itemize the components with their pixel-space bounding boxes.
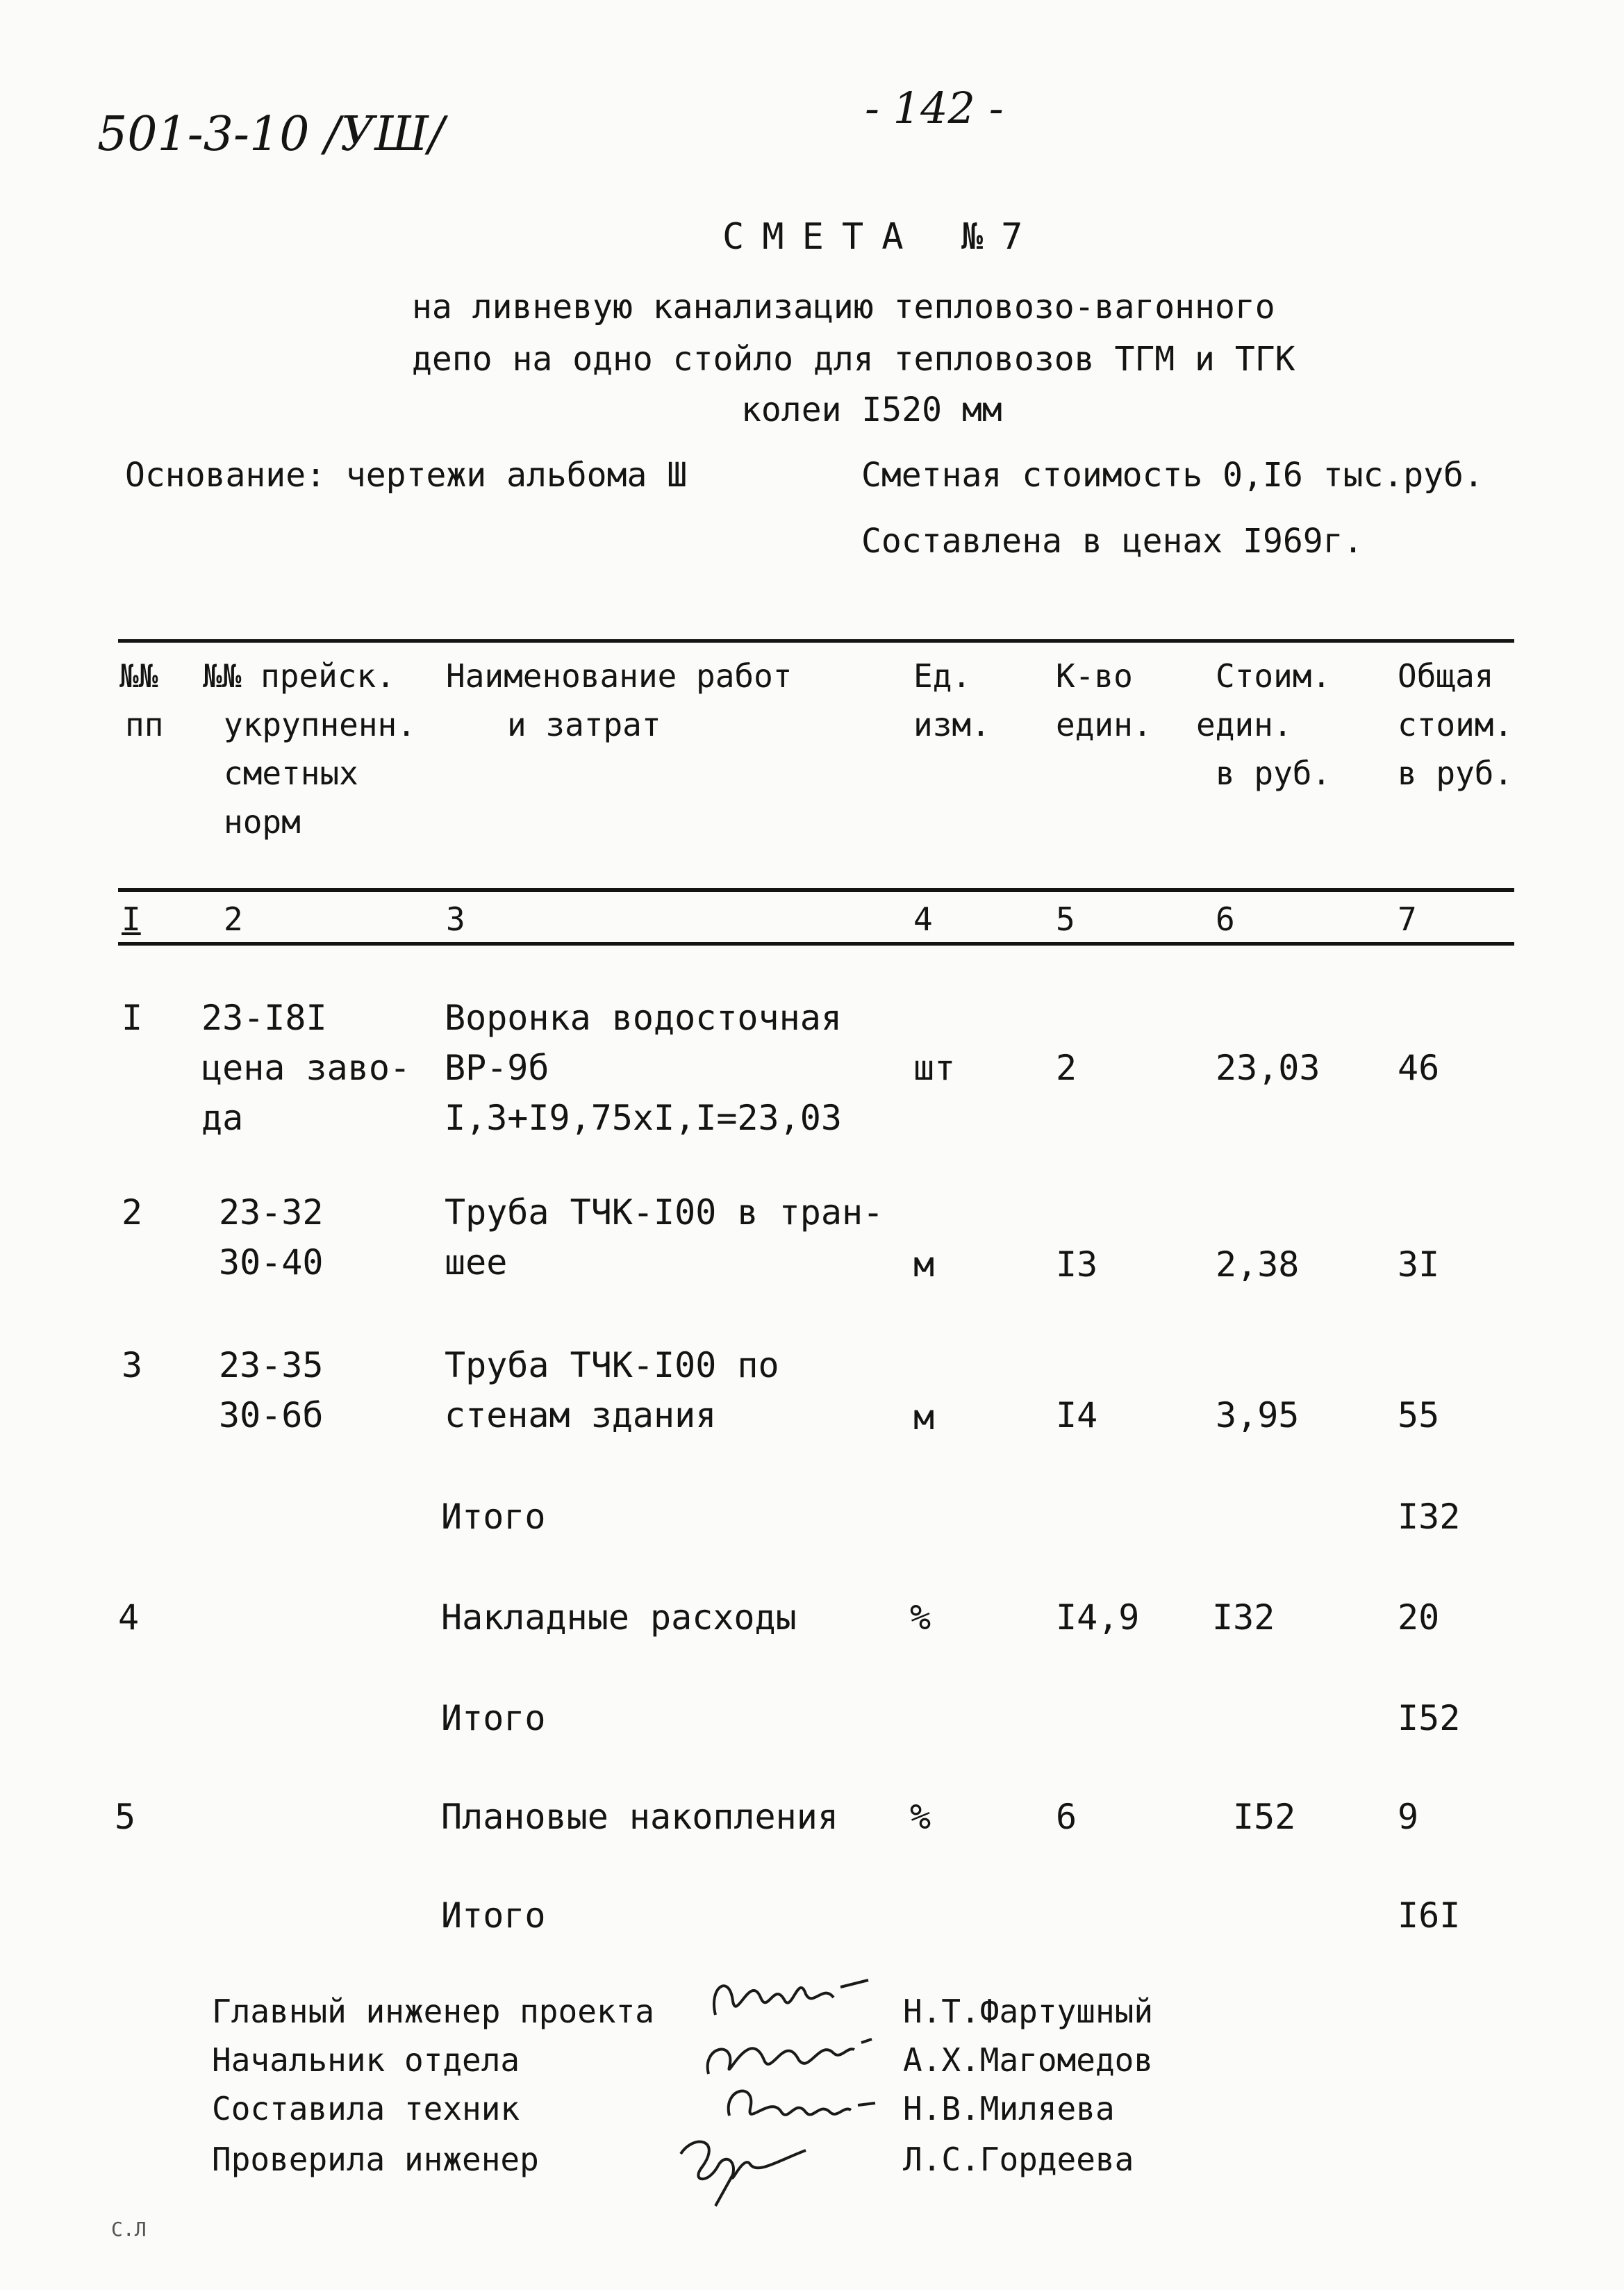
row-unit: шт — [913, 1048, 956, 1088]
signature-name: А.Х.Магомедов — [903, 2041, 1154, 2079]
row-unit-price: 3,95 — [1216, 1395, 1300, 1435]
signature-name: Л.С.Гордеева — [903, 2141, 1134, 2178]
signature-role: Составила техник — [212, 2090, 520, 2127]
estimated-cost: Сметная стоимость 0,I6 тыс.руб. — [861, 456, 1484, 495]
row-name-line: Итого — [441, 1895, 546, 1936]
row-unit: % — [910, 1797, 931, 1837]
row-name-line: Итого — [441, 1698, 546, 1738]
row-unit-price: I32 — [1212, 1597, 1275, 1638]
row-name-line: Итого — [441, 1497, 546, 1537]
row-total: 3I — [1398, 1244, 1440, 1285]
row-unit: м — [913, 1244, 935, 1285]
page-title: СМЕТА №7 — [722, 216, 1041, 258]
column-numbers-rule — [118, 942, 1514, 946]
row-name-line: ВР-9б — [445, 1048, 549, 1088]
row-number: 3 — [122, 1345, 143, 1385]
row-number: 2 — [122, 1192, 143, 1233]
signature-name: Н.Т.Фартушный — [903, 1993, 1154, 2030]
handwritten-signature-4 — [667, 2126, 820, 2209]
row-name-line: Плановые накопления — [441, 1797, 838, 1837]
page-number: - 142 - — [865, 83, 1004, 133]
table-top-rule — [118, 639, 1514, 643]
column-number: 7 — [1398, 900, 1417, 938]
row-name-line: I,3+I9,75xI,I=23,03 — [445, 1098, 842, 1138]
header-col-1-line-2: пп — [125, 706, 164, 743]
row-name-line: Накладные расходы — [441, 1597, 797, 1638]
prices-year: Составлена в ценах I969г. — [861, 522, 1364, 561]
subtitle-line-2: депо на одно стойло для тепловозов ТГМ и ТГК — [412, 340, 1295, 379]
header-bottom-rule — [118, 888, 1514, 892]
column-number: 6 — [1216, 900, 1235, 938]
column-number: 2 — [224, 900, 243, 938]
row-number: 4 — [118, 1597, 140, 1638]
column-number: 5 — [1056, 900, 1075, 938]
column-number: 3 — [446, 900, 465, 938]
column-number: 4 — [913, 900, 933, 938]
row-total: 55 — [1398, 1395, 1440, 1435]
header-col-7-line-3: в руб. — [1398, 755, 1514, 792]
row-ref-line: 23-I8I — [201, 998, 327, 1038]
header-col-6-line-3: в руб. — [1216, 755, 1332, 792]
header-col-2-line-1: №№ прейск. — [203, 657, 395, 695]
header-col-7-line-2: стоим. — [1398, 706, 1514, 743]
row-name-line: шее — [445, 1242, 508, 1283]
row-total: I6I — [1398, 1895, 1461, 1936]
header-col-2-line-4: норм — [224, 803, 301, 841]
subtitle-line-3: колеи I520 мм — [741, 390, 1002, 429]
row-number: 5 — [115, 1797, 136, 1837]
row-unit-price: 23,03 — [1216, 1048, 1320, 1088]
row-quantity: 2 — [1056, 1048, 1077, 1088]
row-quantity: I4,9 — [1056, 1597, 1140, 1638]
subtitle-line-1: на ливневую канализацию тепловозо-вагонного — [412, 288, 1275, 327]
header-col-3-line-1: Наименование работ — [446, 657, 793, 695]
header-col-5-line-2: един. — [1056, 706, 1152, 743]
signature-role: Главный инженер проекта — [212, 1993, 654, 2030]
signature-name: Н.В.Миляева — [903, 2090, 1115, 2127]
row-ref-line: цена заво- — [201, 1048, 411, 1088]
row-ref-line: 30-6б — [219, 1395, 324, 1435]
header-col-4-line-2: изм. — [913, 706, 991, 743]
row-ref-line: 30-40 — [219, 1242, 324, 1283]
header-col-2-line-2: укрупненн. — [224, 706, 416, 743]
header-col-1-line-1: №№ — [119, 657, 158, 695]
footer-mark: С.Л — [111, 2218, 147, 2241]
row-total: I52 — [1398, 1698, 1461, 1738]
row-name-line: Воронка водосточная — [445, 998, 842, 1038]
document-code: 501-3-10 /УШ/ — [97, 107, 445, 162]
header-col-4-line-1: Ед. — [913, 657, 972, 695]
row-unit-price: I52 — [1233, 1797, 1296, 1837]
row-name-line: Труба ТЧК-I00 в тран- — [445, 1192, 884, 1233]
row-ref-line: 23-35 — [219, 1345, 324, 1385]
row-name-line: Труба ТЧК-I00 по — [445, 1345, 779, 1385]
row-ref-line: 23-32 — [219, 1192, 324, 1233]
row-quantity: 6 — [1056, 1797, 1077, 1837]
header-col-2-line-3: сметных — [224, 755, 358, 792]
basis-text: Основание: чертежи альбома Ш — [125, 456, 688, 495]
header-col-6-line-2: един. — [1196, 706, 1293, 743]
header-col-3-line-2: и затрат — [507, 706, 661, 743]
row-unit: м — [913, 1397, 935, 1438]
row-name-line: стенам здания — [445, 1395, 717, 1435]
row-total: 20 — [1398, 1597, 1440, 1638]
row-unit-price: 2,38 — [1216, 1244, 1300, 1285]
row-total: I32 — [1398, 1497, 1461, 1537]
row-total: 46 — [1398, 1048, 1440, 1088]
column-number: I — [122, 900, 141, 938]
row-ref-line: да — [201, 1098, 244, 1138]
row-unit: % — [910, 1597, 931, 1638]
row-number: I — [122, 998, 143, 1038]
signature-role: Проверила инженер — [212, 2141, 539, 2178]
row-total: 9 — [1398, 1797, 1419, 1837]
signature-role: Начальник отдела — [212, 2041, 520, 2079]
header-col-7-line-1: Общая — [1398, 657, 1494, 695]
row-quantity: I4 — [1056, 1395, 1098, 1435]
header-col-6-line-1: Стоим. — [1216, 657, 1332, 695]
header-col-5-line-1: К-во — [1056, 657, 1133, 695]
row-quantity: I3 — [1056, 1244, 1098, 1285]
